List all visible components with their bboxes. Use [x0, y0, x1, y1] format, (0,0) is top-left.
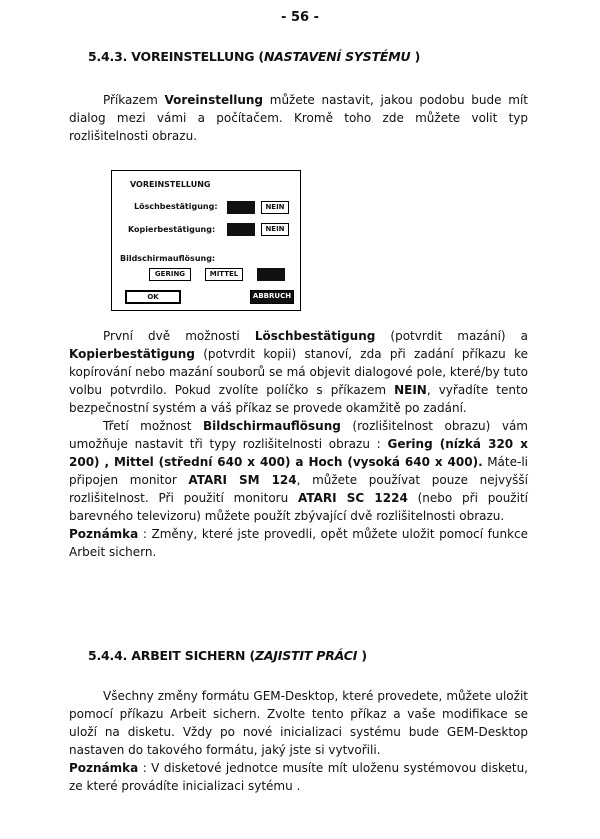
copy-confirm-ja-button[interactable] [227, 223, 255, 236]
delete-confirm-ja-button[interactable] [227, 201, 255, 214]
section-number-title: 5.4.3. VOREINSTELLUNG ( [88, 49, 264, 64]
paragraph-confirmations: První dvě možnosti Löschbestätigung (potvrdit mazání) a Kopierbestätigung (potvrdit kopii) stanoví, zda při zadání příkazu ke kopírování nebo mazání souborů se má objevit dialogové pole, které/by tuto volbu potvrdilo. Pokud zvolíte políčko s příkazem NEIN, vyřadíte tento bezpečnostní systém a váš příkaz se provede okamžitě po zadání. [69, 329, 528, 415]
paragraph-resolution: Třetí možnost Bildschirmauflösung (rozlišitelnost obrazu) vám umožňuje nastavit tři typy rozlišitelnosti obrazu : Gering (nízká 320 x 200) , Mittel (střední 640 x 400) a Hoch (vysoká 640 x 400). Máte-li připojen monitor ATARI SM 124, můžete používat pouze nejvyšší rozlišitelnost. Při použití monitoru ATARI SC 1224 (nebo při použití barevného televizoru) můžete použít zbývající dvě rozlišitelnosti obrazu. [69, 419, 529, 523]
section-title-czech: NASTAVENÍ SYSTÉMU [263, 49, 411, 64]
dialog-title: VOREINSTELLUNG [130, 180, 211, 189]
paragraph-save: Všechny změny formátu GEM-Desktop, které provedete, můžete uložit pomocí příkazu Arbeit sichern. Zvolte tento příkaz a vaše modifikace se uloží na disketu. Vždy po nové inicializaci systému bude GEM-Desktop nastaven do takového formátu, jaký jste si vytvořili. [69, 689, 528, 757]
resolution-mittel-button[interactable]: MITTEL [205, 268, 243, 281]
body-text-2 [69, 687, 528, 795]
command-name: Voreinstellung [164, 93, 264, 107]
voreinstellung-dialog [111, 170, 301, 311]
section-heading-arbeit-sichern: 5.4.4. ARBEIT SICHERN (ZAJISTIT PRÁCI ) [88, 648, 367, 663]
intro-paragraph: Příkazem Voreinstellung můžete nastavit, jakou podobu bude mít dialog mezi vámi a počítačem. Kromě toho zde můžete volit typ rozlišitelnosti obrazu. [69, 93, 528, 143]
ok-button[interactable]: OK [125, 290, 181, 304]
section-heading-close: ) [410, 49, 421, 64]
copy-confirm-label: Kopierbestätigung: [128, 225, 216, 234]
resolution-hoch-button[interactable] [257, 268, 285, 281]
page-number: - 56 - [281, 10, 319, 25]
paragraph-note-1: Poznámka : Změny, které jste provedli, opět můžete uložit pomocí funkce Arbeit sichern. [69, 527, 528, 559]
delete-confirm-nein-button[interactable]: NEIN [261, 201, 289, 214]
section-heading-voreinstellung [88, 49, 420, 64]
resolution-gering-button[interactable]: GERING [149, 268, 191, 281]
body-text [69, 327, 528, 561]
copy-confirm-nein-button[interactable]: NEIN [261, 223, 289, 236]
cancel-button[interactable]: ABBRUCH [250, 290, 294, 304]
delete-confirm-label: Löschbestätigung: [134, 202, 218, 211]
paragraph-note-2: Poznámka : V disketové jednotce musíte mít uloženu systémovou disketu, ze které provádíte inicializaci sytému . [69, 761, 528, 793]
resolution-label: Bildschirmauflösung: [120, 254, 216, 263]
